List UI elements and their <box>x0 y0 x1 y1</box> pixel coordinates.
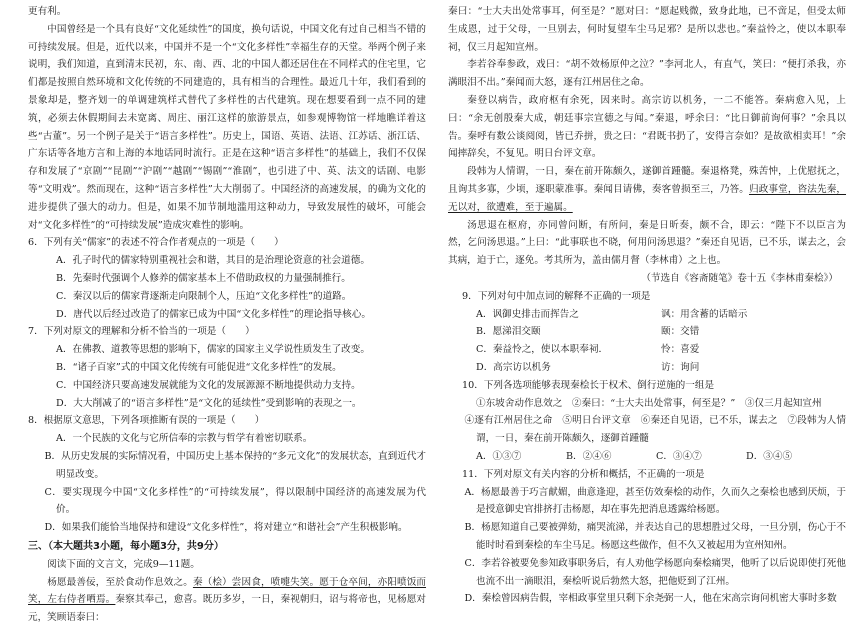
classical-text-p5: 汤思退在枢府，亦同曾问断，有所问，秦是日昕奏，颇不合，即云：“陛下不以臣言为然，乞问汤思退。”上曰：“此事联也不晓，何用问汤思退？”秦还自见语，已不乐，谋去之，会其病，迫于亡，逐免。考其所为，盖由儒月督（李林甫）之上也。 <box>448 219 846 267</box>
option-9b-sentence: B．愿涕泪交颐 <box>476 326 541 338</box>
source-citation: （节选自《容斋随笔》卷十五《李林甫秦桧》） <box>641 272 838 284</box>
question-9: 9．下列对句中加点词的解释不正确的一项是 <box>462 290 651 302</box>
reading-instruction: 阅读下面的文言文，完成9—11题。 <box>47 558 200 570</box>
option-11b: B．杨愿知道自己要被弹劾，痛哭流涕，并表达自己的思想胜过父母，一旦分别，伤心于不能时时看到秦桧的车尘马足。杨愿这些做作，但不久又被起用为宣州知州。 <box>464 522 846 551</box>
option-6b: B．先秦时代强调个人修养的儒家基本上不借助政权的力量强制推行。 <box>56 272 351 284</box>
classical-text-p1: 秦曰：“士大夫出处常事耳，何至是？”愿对曰：“愿起贱微，致身此地，已不啻足，但受太师生成恩，过于父母，一旦别去，何时复望车尘马足邪？是所以悲也。”秦益怜之，使以本职奉祠，仅三月起知宣州。 <box>448 6 846 53</box>
option-8c: C．要实现现今中国“文化多样性”的“可持续发展”，得以限制中国经济的高速发展为代价。 <box>44 486 426 516</box>
classical-text-1b: 秦察其奉己，愈喜。既历多岁，一日，秦视朝归，诏与将帝也，见杨愿对元，笑顾语泰曰： <box>28 594 427 624</box>
option-10d: D．③④⑤ <box>746 450 793 462</box>
option-8b: B．从历史发展的实际情况看，中国历史上基本保持的“多元文化”的发展状态，直到近代才明显改变。 <box>44 450 426 480</box>
option-6d: D．唐代以后经过改造了的儒家已成为中国“文化多样性”的理论指导核心。 <box>56 308 371 320</box>
option-11c: C．李若谷被要免参知政事职务后，有人劝他学杨愿向秦桧痛哭，他听了以后说即使打死他也流不出一滴眼泪，秦桧听说后勃然大怒，把他贬到了江州。 <box>464 557 846 587</box>
option-6c: C．秦汉以后的儒家背逐渐走向限制个人，压迫“文化多样性”的道路。 <box>56 290 352 302</box>
option-9c-sentence: C．秦益怜之，使以本职奉祠． <box>476 344 609 356</box>
option-9d-gloss: 访：询问 <box>661 361 700 373</box>
classical-text-p3: 秦登以病告，政府枢有余死，因来时。高宗访以机务，一二不能答。秦病愈入见，上曰：“余无创殷秦大成，朝廷事宗宣德之与闻。”秦退，呼余曰：“比日御前询何事？”余具以告。秦呼有数公谈阅阅，皆已乔拼，贵之曰：“君既书扔了，安得言奈如？是故欲相卖耳！”余闻摔辞矣，不复见。明日台评文章。 <box>448 94 846 160</box>
section-3-heading: 三、（本大题共3小题，每小题3分，共9分） <box>28 540 224 552</box>
question-10-options <box>448 448 846 466</box>
classical-text-p4 <box>448 163 846 216</box>
option-9a <box>448 306 846 324</box>
right-column <box>448 3 846 608</box>
option-10c: C．③④⑦ <box>656 450 702 462</box>
question-10-items-1: ①东坡舍动作息效之 ②秦曰：“士大夫出处常事，何至是？” ③仅三月起知宣州 <box>476 397 822 409</box>
classical-text-p4a: 段韩为人情谓，一日，秦在前开陈颇久，遂御首踵髓。秦退格凳，殊苦忡，上优慰抚之，且询其多寡，少顷，逐职蒙准事。秦闻目请佛，奏客曾损至三，乃答。 <box>448 166 846 195</box>
option-9c <box>448 341 846 359</box>
option-7d: D．大大削减了的“语言多样性”是“文化的延续性”受到影响的表现之一。 <box>56 397 362 409</box>
question-7: 7．下列对原文的理解和分析不恰当的一项是（ ） <box>28 326 255 338</box>
classical-text-1: 杨愿最善佞，至於食动作息效之。 <box>47 576 193 588</box>
option-6a: A．孔子时代的儒家特别重视社会和谐，其目的是治理论资意的社会道德。 <box>56 255 370 267</box>
option-11a: A．杨愿最善于巧言献媚，曲意逢迎，甚至仿效秦桧的动作，久而久之秦桧也感到厌烦，于是授意御史官排挤打击杨愿，却在事先把消息透露给杨愿。 <box>464 486 846 516</box>
option-7c: C．中国经济只要高速发展就能为文化的发展源源不断地提供动力支持。 <box>56 379 361 391</box>
option-9b-gloss: 颐：交错 <box>661 326 700 338</box>
text-line: 更有利。 <box>28 6 67 17</box>
classical-text-start <box>28 574 426 627</box>
option-8d: D．如果我们能恰当地保持和建设“文化多样性”，将对建立“和谐社会”产生积极影响。 <box>44 522 408 534</box>
underlined-sentence-2: 归政事堂，咨法先秦，无以对，欲遭难，至于遍属。 <box>448 183 847 213</box>
option-9d-sentence: D．高宗访以机务 <box>476 361 551 373</box>
underlined-sentence-1: 秦（桧）尝因食，喷嚏失笑。愿于仓卒间，亦阳喷饭而笑，左右侍者哂焉。 <box>28 576 427 606</box>
question-6: 6．下列有关“儒家”的表述不符合作者观点的一项是（ ） <box>28 237 284 249</box>
classical-text-p2: 李若谷奉参政，戏曰：“胡不效杨原仲之泣？”李河北人，有直气，笑曰：“便打杀我，亦满眼泪不出。”秦闻而大怒，逐有江州居住之命。 <box>448 59 846 89</box>
option-8a: A．一个民族的文化与它所信奉的宗教与哲学有着密切联系。 <box>56 433 313 445</box>
option-9a-gloss: 讽：用含蓄的话暗示 <box>661 308 748 320</box>
option-9a-sentence: A．讽御史排击而挥告之 <box>476 308 579 320</box>
option-9b <box>448 323 846 341</box>
option-10b: B．②④⑥ <box>566 450 612 462</box>
question-8: 8．根据原文意思，下列各项推断有误的一项是（ ） <box>28 415 265 427</box>
paragraph-cultural-diversity: 中国曾经是一个具有良好“文化延续性”的国度，换句话说，中国文化有过自己相当不错的可持续发展。但是，近代以来，中国并不是一个“文化多样性”幸福生存的天堂。举两个例子来说明，我们知道，直到清末民初，东、南、西、北的中国人都还居住在不同样式的住宅里，它们都是按照自然环境和文化传统的不同建造的，具有相当的合理性。最近几十年，我们看到的景象却是，整齐划一的单调建筑样式替代了多样性的古代建筑。现在想要看到一点不同的建筑，必须去休假期间去未宽离、周庄、丽江这样的旅游景点，如参观博物馆一样地瞧详着这些“古董”。另一个例子是关于“语言多样性”。历史上，国语、英语、法语、江苏话、浙江话、广东话等各地方言和上海的本地话同时流行。正是在这种“语言多样性”的基础上，我们不仅保存和发展了“京剧”“昆剧”“沪剧”“越剧”“锡剧”“淮剧”，也引进了中、英、法文的话剧、电影等“文明戏”。然而现在，这种“语言多样性”大大削弱了。中国经济的高速发展，的确为文化的进步提供了强大的动力。但是，如果不加节制地滥用这种动力，导致发展性的破坏，可能会对“文化多样性”的“可持续发展”造成灾难性的影响。 <box>28 23 426 231</box>
option-11d: D．秦桧曾因病告假，宰相政事堂里只剩下余尧弼一人，他在宋高宗询问机密大事时多数 <box>464 593 837 605</box>
question-10: 10．下列各选项能够表现秦桧长于权术、倒行逆施的一组是 <box>462 379 715 391</box>
option-9c-gloss: 怜：喜爱 <box>661 344 700 356</box>
left-column <box>28 3 426 627</box>
question-11: 11．下列对原文有关内容的分析和概括，不正确的一项是 <box>462 468 705 480</box>
option-9d <box>448 359 846 377</box>
question-10-items-2: ④逐有江州居住之命 ⑤明日台评文章 ⑥秦还自见语，已不乐，谋去之 ⑦段韩为人情谓，一日，秦在前开陈颇久，逐御首踵髓 <box>464 415 846 445</box>
option-7b: B．“诸子百家”式的中国文化传统有可能促进“文化多样性”的发展。 <box>56 361 342 373</box>
option-10a: A．①③⑦ <box>476 450 522 462</box>
option-7a: A．在佛教、道教等思想的影响下，儒家的国家主义学说性质发生了改变。 <box>56 344 370 356</box>
